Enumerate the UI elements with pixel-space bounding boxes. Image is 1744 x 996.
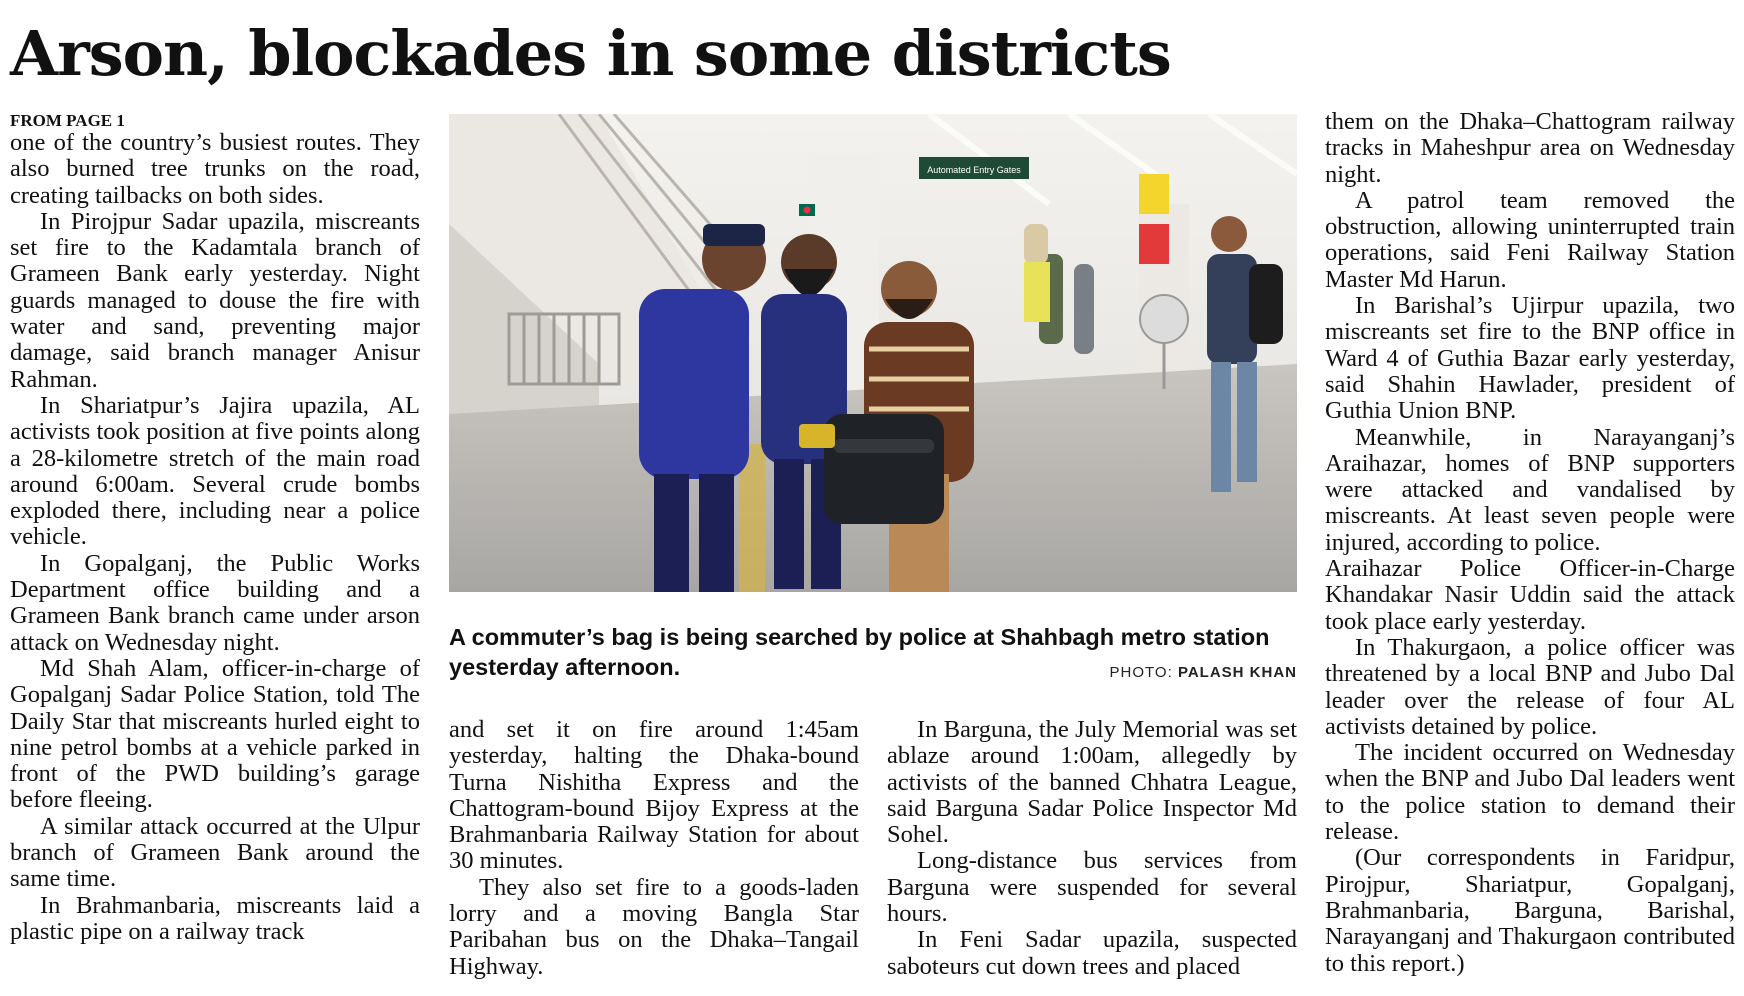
paragraph: In Gopalganj, the Public Works Department office building and a Grameen Bank branch came under arson attack on Wednesday night. xyxy=(10,549,420,656)
article-column-2 xyxy=(449,717,859,980)
paragraph: A similar attack occurred at the Ulpur branch of Grameen Bank around the same time. xyxy=(10,812,420,893)
paragraph: and set it on fire around 1:45am yesterday, halting the Dhaka-bound Turna Nishitha Express and the Chattogram-bound Bijoy Express at the Brahmanbaria Railway Station for about 30 minutes. xyxy=(449,716,859,875)
headline: Arson, blockades in some districts xyxy=(10,17,1171,90)
kicker-from-page: FROM PAGE 1 xyxy=(10,111,125,130)
paragraph: In Feni Sadar upazila, suspected saboteurs cut down trees and placed xyxy=(887,926,1297,980)
photo-credit-name: PALASH KHAN xyxy=(1177,664,1297,681)
sign-automated-entry-gates: Automated Entry Gates xyxy=(927,165,1021,175)
paragraph: (Our correspondents in Faridpur, Pirojpur, Shariatpur, Gopalganj, Brahmanbaria, Barguna, Barishal, Narayanganj and Thakurgaon contributed to this report.) xyxy=(1325,844,1735,977)
photo-caption: A commuter’s bag is being searched by police at Shahbagh metro station yesterday afternoon. xyxy=(449,624,1270,680)
paragraph: one of the country’s busiest routes. They also burned tree trunks on the road, creating tailbacks on both sides. xyxy=(10,129,420,209)
paragraph: In Brahmanbaria, miscreants laid a plastic pipe on a railway track xyxy=(10,891,420,945)
paragraph: The incident occurred on Wednesday when the BNP and Jubo Dal leaders went to the police station to demand their release. xyxy=(1325,739,1735,846)
paragraph: In Barguna, the July Memorial was set ablaze around 1:00am, allegedly by activists of the banned Chhatra League, said Barguna Sadar Police Inspector Md Sohel. xyxy=(887,716,1297,849)
news-photo xyxy=(449,114,1297,592)
paragraph: A patrol team removed the obstruction, allowing uninterrupted train operations, said Feni Railway Station Master Md Harun. xyxy=(1325,186,1735,293)
paragraph: In Shariatpur’s Jajira upazila, AL activists took position at five points along a 28-kilometre stretch of the main road around 6:00am. Several crude bombs exploded there, including near a police vehicle. xyxy=(10,391,420,551)
paragraph: Long-distance bus services from Barguna were suspended for several hours. xyxy=(887,847,1297,928)
article-column-1 xyxy=(10,112,420,945)
paragraph: Meanwhile, in Narayanganj’s Araihazar, homes of BNP supporters were attacked and vandalised by miscreants. At least seven people were injured, according to police. xyxy=(1325,423,1735,556)
photo-credit xyxy=(1110,664,1297,681)
photo-illustration xyxy=(449,114,1297,592)
paragraph: In Pirojpur Sadar upazila, miscreants set fire to the Kadamtala branch of Grameen Bank early yesterday. Night guards managed to douse the fire with water and sand, preventing major damage, said branch manager Anisur Rahman. xyxy=(10,207,420,393)
paragraph: In Barishal’s Ujirpur upazila, two miscreants set fire to the BNP office in Ward 4 of Guthia Bazar early yesterday, said Shahin Hawlader, president of Guthia Union BNP. xyxy=(1325,292,1735,425)
paragraph: them on the Dhaka–Chattogram railway tracks in Maheshpur area on Wednesday night. xyxy=(1325,108,1735,188)
paragraph: Araihazar Police Officer-in-Charge Khandakar Nasir Uddin said the attack took place early yesterday. xyxy=(1325,555,1735,635)
paragraph: They also set fire to a goods-laden lorry and a moving Bangla Star Paribahan bus on the Dhaka–Tangail Highway. xyxy=(449,873,859,980)
paragraph: Md Shah Alam, officer-in-charge of Gopalganj Sadar Police Station, told The Daily Star that miscreants hurled eight to nine petrol bombs at a vehicle parked in front of the PWD building’s garage before fleeing. xyxy=(10,654,420,814)
article-column-3 xyxy=(887,717,1297,980)
photo-credit-label: PHOTO: xyxy=(1109,664,1173,681)
article-column-4 xyxy=(1325,109,1735,977)
paragraph: In Thakurgaon, a police officer was threatened by a local BNP and Jubo Dal leader over the release of four AL activists detained by police. xyxy=(1325,633,1735,740)
